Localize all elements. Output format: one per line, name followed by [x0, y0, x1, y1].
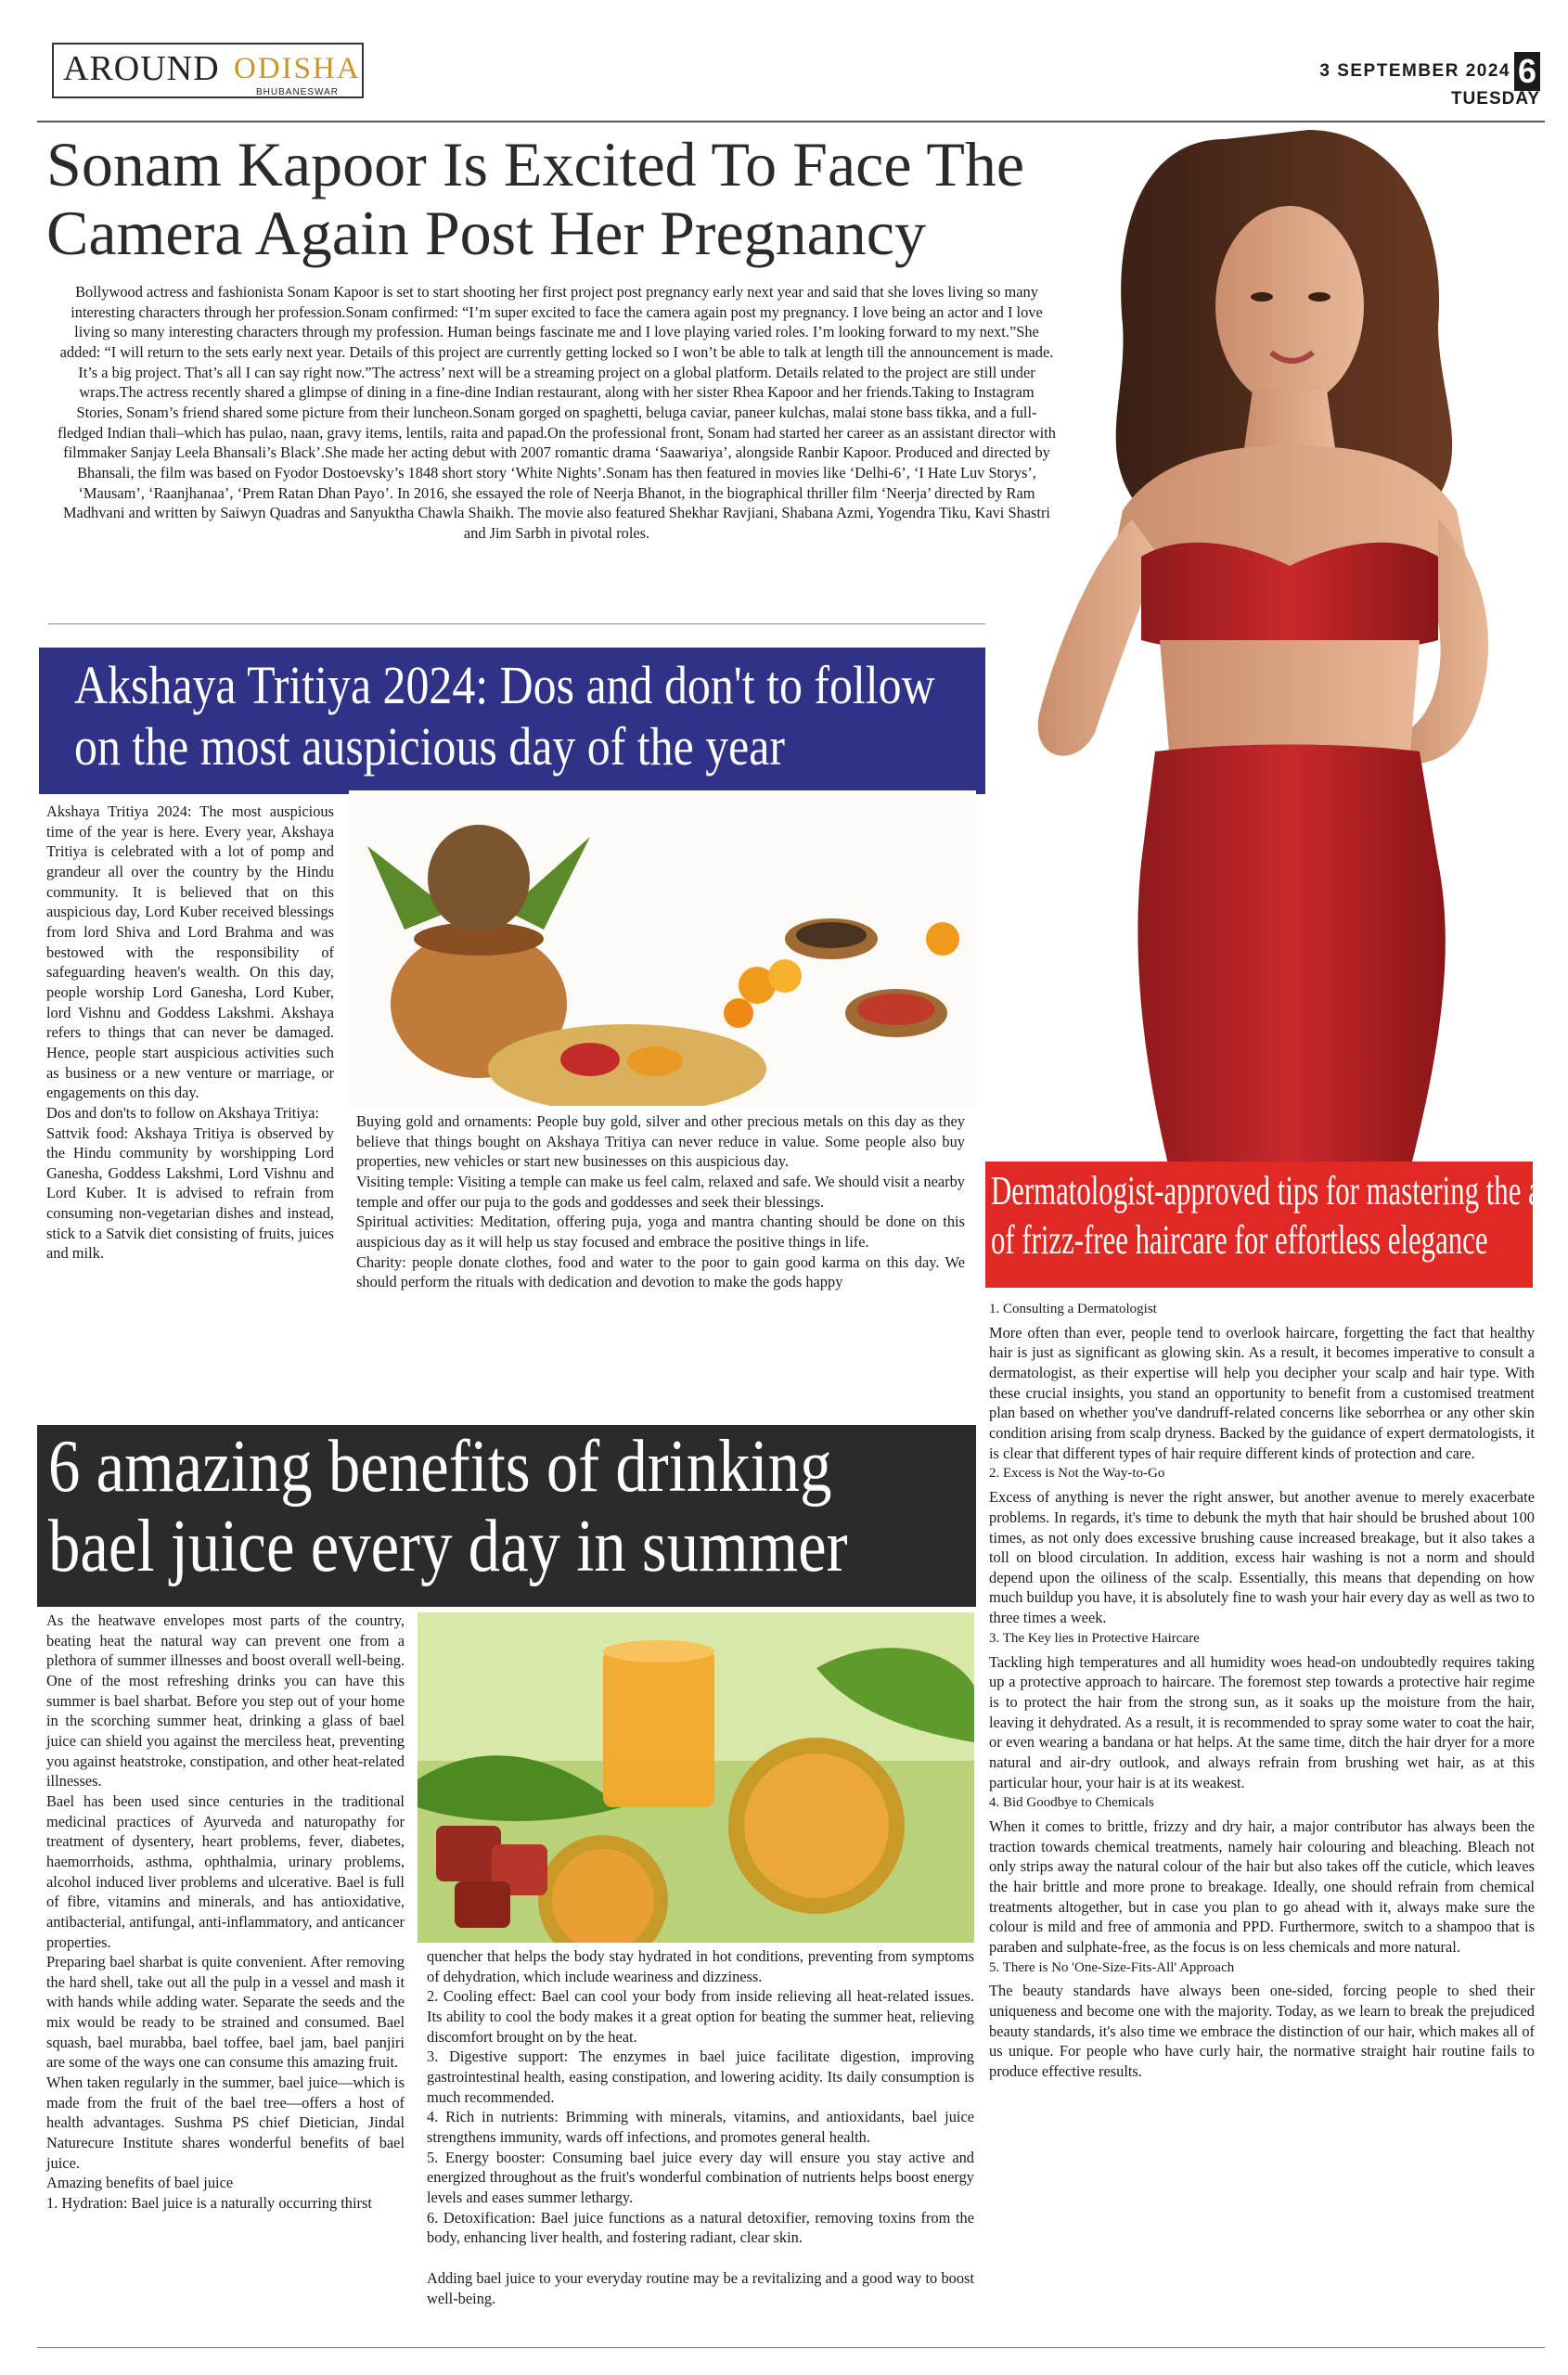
bael-paragraph: 1. Hydration: Bael juice is a naturally occurring thirst: [46, 2194, 372, 2213]
bael-paragraph: Bael has been used since centuries in the traditional medicinal practices of Ayurveda and naturopathy for treatment of dysentery, heart problems, fever, diabetes, haemorrhoids, asthma, ophthalmia, urinary problems, alcohol induced liver problems and ulcerative. Bael is full of fibre, vitamins and minerals, and has antioxidative, antibacterial, antifungal, anti-inflammatory, and anticancer properties.: [46, 1791, 405, 1951]
bael-paragraph: As the heatwave envelopes most parts of the country, beating heat the natural way can prevent one from a plethora of summer illnesses and boost overall well-being. One of the most refreshing drinks you can have this summer is bael sharbat. Before you step out of your home in the scorching summer heat, drinking a glass of bael juice can shield you against the merciless heat, preventing you against heatstroke, constipation, and other heat-related illnesses.: [46, 1611, 405, 1791]
bael-headline-line2: bael juice every day in summer: [48, 1506, 848, 1588]
akshaya-headline-banner: [39, 648, 985, 794]
bael-paragraph: 2. Cooling effect: Bael can cool your body from inside relieving all heat-related issues. Its ability to cool the body makes it a great option for beating the summer heat, relieving discomfort brought on by the heat.: [427, 1987, 974, 2046]
derm-section-text: Tackling high temperatures and all humidity woes head-on undoubtedly requires taking up a protective approach to haircare. The foremost step towards a protective hair regime is to protect the hair from the strong sun, as it soaks up the moisture from the hair, leaving it dehydrated. As a result, it is recommended to spray some water to coat the hair, or even wearing a bandana or hat helps. At the same time, ditch the hair dryer for a more natural and air-dry outlook, and always refrain from brushing wet hair, as at this particular hour, your hair is at its weakest.: [989, 1652, 1535, 1791]
derm-section-heading: 4. Bid Goodbye to Chemicals: [989, 1795, 1154, 1811]
derm-headline-banner: [985, 1162, 1559, 1288]
bael-paragraph: 6. Detoxification: Bael juice functions as a natural detoxifier, removing toxins from the body, enhancing liver health, and fostering radiant, clear skin.: [427, 2208, 974, 2247]
akshaya-paragraph: Sattvik food: Akshaya Tritiya is observed by the Hindu community by worshipping Lord Ganesha, Goddess Lakshmi, Lord Vishnu and Lord Kuber. It is advised to refrain from consuming non-vegetarian dishes and instead, stick to a Satvik diet consisting of fruits, juices and milk.: [46, 1123, 334, 1263]
akshaya-paragraph: Buying gold and ornaments: People buy gold, silver and other precious metals on this day as they believe that things bought on Akshaya Tritiya can never reduce in value. Some people also buy properties, new vehicles or start new businesses on this auspicious day.: [356, 1112, 965, 1171]
article1-headline-line1: Sonam Kapoor Is Excited To Face The: [46, 129, 1025, 199]
akshaya-paragraph: Akshaya Tritiya 2024: The most auspicious time of the year is here. Every year, Akshaya Tritiya is celebrated with a lot of pomp and grandeur all over the country by the Hindu community. It is believed that on this auspicious day, Lord Kuber received blessings from lord Shiva and Lord Brahma and was bestowed with the responsibility of safeguarding heaven's wealth. On this day, people worship Lord Ganesha, Lord Kuber, lord Vishnu and Goddess Lakshmi. Akshaya refers to things that can never be damaged. Hence, people start auspicious activities such as business or a new venture or marriage, or engagements on this day.: [46, 802, 334, 1102]
derm-body: [989, 1299, 1535, 2082]
derm-section-heading: 2. Excess is Not the Way-to-Go: [989, 1466, 1165, 1482]
bael-headline-banner: [37, 1425, 976, 1607]
bael-paragraph: Adding bael juice to your everyday routine may be a revitalizing and a good way to boost well-being.: [427, 2268, 974, 2307]
derm-section-text: When it comes to brittle, frizzy and dry hair, a major contributor has always been the traction towards chemical treatments, namely hair colouring and bleaching. Bleach not only strips away the natural colour of the hair but also takes off the cuticle, which leaves the hair brittle and more prone to breakage. Ideally, one should refrain from chemical treatments altogether, but in case you plan to go ahead with it, always make sure the colour is mild and free of ammonia and PPD. Furthermore, switch to a shampoo that is paraben and sulphate-free, as the focus is on less chemicals and more natural.: [989, 1817, 1535, 1956]
issue-day: TUESDAY: [1450, 89, 1540, 109]
akshaya-left-column: [46, 802, 334, 1264]
article1-headline: [46, 130, 1113, 267]
akshaya-headline: [74, 655, 935, 777]
article1-divider: [48, 623, 985, 624]
brand-odisha: ODISHA: [234, 52, 361, 85]
bael-paragraph: Preparing bael sharbat is quite convenient. After removing the hard shell, take out all the pulp in a vessel and mash it with hands while adding water. Separate the seeds and the mix would be ready to be strained and consumed. Bael squash, bael murabba, bael toffee, bael jam, bael panjiri are some of the ways one can consume this amazing fruit.: [46, 1953, 405, 2072]
derm-headline-line1: Dermatologist-approved tips for mastering the art: [991, 1168, 1559, 1213]
bael-paragraph: 5. Energy booster: Consuming bael juice every day will ensure you stay active and energized throughout as the fruit's wonderful combination of nutrients helps boost energy levels and eases summer lethargy.: [427, 2148, 974, 2206]
brand-around: AROUND: [63, 49, 220, 88]
footer-divider: [37, 2347, 1545, 2348]
page-number: 6: [1514, 52, 1540, 91]
derm-section-heading: 5. There is No 'One-Size-Fits-All' Approach: [989, 1959, 1235, 1975]
brand-city: BHUBANESWAR: [256, 87, 339, 97]
bael-paragraph: [427, 2248, 974, 2268]
bael-paragraph: 4. Rich in nutrients: Brimming with minerals, vitamins, and antioxidants, bael juice strengthens immunity, wards off infections, and promotes general health.: [427, 2108, 974, 2146]
derm-section-heading: 3. The Key lies in Protective Haircare: [989, 1630, 1200, 1646]
derm-headline-line2: of frizz-free haircare for effortless elegance: [991, 1216, 1488, 1263]
bael-headline-line1: 6 amazing benefits of drinking: [48, 1426, 832, 1508]
issue-date: 3 SEPTEMBER 2024: [1319, 61, 1510, 81]
bael-paragraph: Amazing benefits of bael juice: [46, 2174, 234, 2192]
akshaya-paragraph: Visiting temple: Visiting a temple can make us feel calm, relaxed and safe. We should visit a nearby temple and offer our puja to the gods and goddesses and seek their blessings.: [356, 1172, 965, 1211]
akshaya-headline-line2: on the most auspicious day of the year: [74, 716, 786, 777]
derm-section-text: More often than ever, people tend to overlook haircare, forgetting the fact that healthy hair is just as significant as glowing skin. As a result, it becomes imperative to consult a dermatologist, as their expertise will help you decipher your scalp and hair type. With these crucial insights, you stand an opportunity to benefit from a customised treatment plan based on whether you've dandruff-related concerns like seborrhea or any other skin condition arising from scalp dryness. Backed by the guidance of expert dermatologists, it is clear that different types of hair require different kinds of protection and care.: [989, 1323, 1535, 1462]
derm-section-text: The beauty standards have always been one-sided, forcing people to shed their uniqueness and become one with the majority. Today, as we learn to break the prejudiced beauty standards, it's also time we embrace the distinction of our hair, which makes all of us unique. For people who have curly hair, the normative straight hair routine fails to produce effective results.: [989, 1982, 1535, 2080]
bael-paragraph: 3. Digestive support: The enzymes in bael juice facilitate digestion, improving gastrointestinal health, easing constipation, and lowering acidity. Its daily consumption is much recommended.: [427, 2048, 974, 2106]
article1-headline-line2: Camera Again Post Her Pregnancy: [46, 198, 926, 269]
akshaya-headline-line1: Akshaya Tritiya 2024: Dos and don't to follow: [74, 655, 935, 715]
article1-body: Bollywood actress and fashionista Sonam Kapoor is set to start shooting her first project post pregnancy early next year and said that she loves living so many interesting characters through her profession.Sonam confirmed: “I’m super excited to face the camera again post my pregnancy. I love being an actor and I love living so many interesting characters through my profession. Human beings fascinate me and I love playing varied roles. I’m looking forward to my next.”She added: “I will return to the sets early next year. Details of this project are currently getting locked so I won’t be able to talk at length till the announcement is made. It’s a big project. That’s all I can say right now.”The actress’ next will be a streaming project on a global platform. Details related to the project are still under wraps.The actress recently shared a glimpse of dining in a fine-dine Indian restaurant, along with her sister Rhea Kapoor and her friends.Taking to Instagram Stories, Sonam’s friend shared some picture from their luncheon.Sonam gorged on spaghetti, beluga caviar, paneer kulchas, malai stone bass tikka, and a full-fledged Indian thali–which has pulao, naan, gravy items, lentils, raita and papad.On the professional front, Sonam had started her career as an assistant director with filmmaker Sanjay Leela Bhansali’s Black’.She made her acting debut with 2007 romantic drama ‘Saawariya’, alongside Ranbir Kapoor. Produced and directed by Bhansali, the film was based on Fyodor Dostoevsky’s 1848 short story ‘White Nights’.Sonam has then featured in movies like ‘Delhi-6’, ‘I Hate Luv Storys’, ‘Mausam’, ‘Raanjhanaa’, ‘Prem Ratan Dhan Payo’. In 2016, she essayed the role of Neerja Bhanot, in the biographical thriller film ‘Neerja’ directed by Ram Madhvani and written by Saiwyn Quadras and Sanyuktha Chawla Shaikh. The movie also featured Shekhar Ravjiani, Shabana Azmi, Yogendra Tiku, Kavi Shastri and Jim Sarbh in pivotal roles.: [58, 283, 1056, 542]
puja-thali-photo: [349, 790, 976, 1106]
bael-paragraph: When taken regularly in the summer, bael juice—which is made from the fruit of the bael tree—offers a host of health advantages. Sushma PS chief Dietician, Jindal Naturecure Institute shares wonderful benefits of bael juice.: [46, 2073, 405, 2172]
akshaya-paragraph: Charity: people donate clothes, food and water to the poor to gain good karma on this day. We should perform the rituals with dedication and devotion to make the gods happy: [356, 1252, 965, 1291]
derm-headline: [991, 1167, 1559, 1265]
bael-left-column: [46, 1611, 405, 2214]
bael-juice-photo: [418, 1612, 974, 1943]
akshaya-paragraph: Spiritual activities: Meditation, offering puja, yoga and mantra chanting should be done on this auspicious day as it will help us stay focused and embrace the positive things in life.: [356, 1213, 965, 1251]
akshaya-right-column: [356, 1111, 965, 1292]
bael-headline: [48, 1427, 846, 1587]
bael-right-column: [427, 1946, 974, 2308]
derm-section-heading: 1. Consulting a Dermatologist: [989, 1302, 1157, 1316]
akshaya-paragraph: Dos and don'ts to follow on Akshaya Tritiya:: [46, 1103, 319, 1122]
bael-paragraph: quencher that helps the body stay hydrated in hot conditions, preventing from symptoms of dehydration, which include weariness and dizziness.: [427, 1947, 974, 1985]
derm-section-text: Excess of anything is never the right answer, but another avenue to merely exacerbate problems. In regards, it's time to debunk the myth that hair should be brushed about 100 times, as not only does excessive brushing cause increased breakage, but it also takes a toll on blood circulation. In addition, excess hair washing is not a norm and should depend upon the oiliness of the scalp. Essentially, this means that depending on how much buildup you have, it is absolutely fine to wash your hair every day as well as two to three times a week.: [989, 1488, 1535, 1627]
